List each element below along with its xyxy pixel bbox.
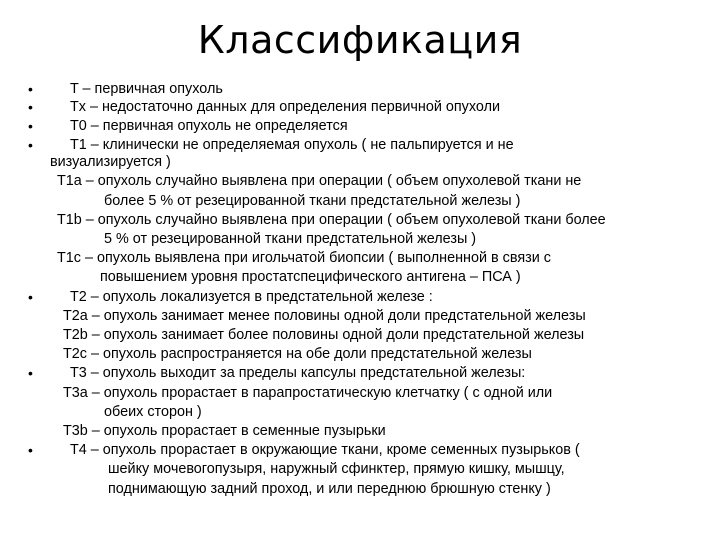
text-line: T3b – опухоль прорастает в семенные пузырьки: [63, 423, 386, 439]
text-line: T – первичная опухоль: [70, 81, 223, 97]
text-line: 5 % от резецированной ткани предстательной железы ): [104, 231, 477, 247]
text-line: T1b – опухоль случайно выявлена при операции ( объем опухолевой ткани более: [57, 212, 606, 228]
text-line: Tx – недостаточно данных для определения первичной опухоли: [70, 99, 501, 115]
text-line: T2a – опухоль занимает менее половины одной доли предстательной железы: [63, 308, 586, 324]
bullet-icon: •: [28, 118, 33, 134]
bullet-icon: •: [28, 137, 33, 153]
text-line: шейку мочевогопузыря, наружный сфинктер, прямую кишку, мышцу,: [108, 461, 565, 477]
text-line: T1 – клинически не определяемая опухоль ( не пальпируется и не: [70, 137, 514, 153]
bullet-icon: •: [28, 81, 33, 97]
bullet-icon: •: [28, 442, 33, 458]
text-line: T1c – опухоль выявлена при игольчатой биопсии ( выполненной в связи с: [57, 250, 551, 266]
text-line: поднимающую задний проход, и или переднюю брюшную стенку ): [108, 481, 551, 497]
bullet-icon: •: [28, 289, 33, 305]
text-line: T2 – опухоль локализуется в предстательной железе :: [70, 289, 433, 305]
slide-title: Классификация: [197, 18, 523, 62]
text-line: повышением уровня простатспецифического антигена – ПСА ): [100, 269, 521, 285]
text-line: обеих сторон ): [104, 404, 202, 420]
text-line: более 5 % от резецированной ткани предстательной железы ): [104, 193, 521, 209]
text-line: T4 – опухоль прорастает в окружающие ткани, кроме семенных пузырьков (: [70, 442, 580, 458]
bullet-icon: •: [28, 365, 33, 381]
bullet-icon: •: [28, 99, 33, 115]
text-line: T1a – опухоль случайно выявлена при операции ( объем опухолевой ткани не: [57, 173, 582, 189]
text-line: T0 – первичная опухоль не определяется: [70, 118, 348, 134]
text-line: T3a – опухоль прорастает в парапростатическую клетчатку ( с одной или: [63, 385, 553, 401]
text-line: визуализируется ): [50, 154, 171, 170]
text-line: T2c – опухоль распространяется на обе доли предстательной железы: [63, 346, 532, 362]
text-line: T2b – опухоль занимает более половины одной доли предстательной железы: [63, 327, 585, 343]
text-line: T3 – опухоль выходит за пределы капсулы предстательной железы:: [70, 365, 526, 381]
